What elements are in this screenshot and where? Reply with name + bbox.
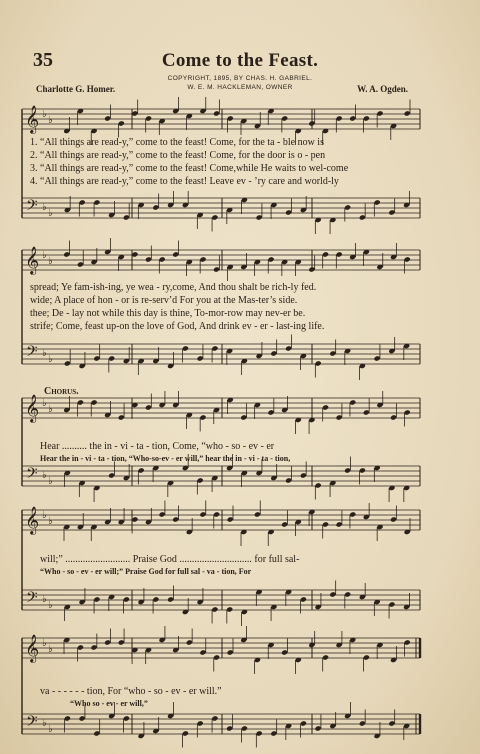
copyright-line-2: W. E. M. HACKLEMAN, OWNER [187,84,293,91]
flat-icon: ♭ [42,109,47,120]
flat-icon: ♭ [48,354,53,365]
treble-clef-icon: 𝄞 [25,634,40,662]
bass-clef-icon: 𝄢 [26,589,38,610]
verse-4-line-1: 4. “All things are read-y,” come to the feast! Leave ev - ’ry care and world-ly [30,176,339,187]
flat-icon: ♭ [42,594,47,605]
bass-staff [22,344,420,364]
treble-clef-icon: 𝄞 [25,394,40,422]
chorus-bass-lyric-3: “Who so - ev - er will,” [70,699,148,708]
verse-4-line-2: strife; Come, feast up-on the love of God, And drink ev - er - last-ing life. [30,321,325,332]
chorus-bass-lyric-2: “Who - so - ev - er will;” Praise God for full sal - va - tion, For [40,567,252,576]
treble-staff [22,250,420,270]
flat-icon: ♭ [48,256,53,267]
flat-icon: ♭ [42,348,47,359]
verse-1-line-2: spread; Ye fam-ish-ing, ye wea - ry,come, And thou shalt be rich-ly fed. [30,282,317,293]
verse-3-line-2: thee; De - lay not while this day is thine, To-mor-row may nev-er be. [30,308,306,319]
flat-icon: ♭ [48,600,53,611]
flat-icon: ♭ [42,470,47,481]
verse-2-line-1: 2. “All things are read-y,” come to the feast! Come, for the door is o - pen [30,150,326,161]
flat-icon: ♭ [42,638,47,649]
flat-icon: ♭ [42,398,47,409]
flat-icon: ♭ [42,250,47,261]
verse-3-line-1: 3. “All things are read-y,” come to the feast! Come,while He waits to wel-come [30,163,349,174]
hymn-title: Come to the Feast. [161,50,319,71]
bass-clef-icon: 𝄢 [26,465,38,486]
bass-clef-icon: 𝄢 [26,343,38,364]
flat-icon: ♭ [48,724,53,735]
treble-clef-icon: 𝄞 [25,105,40,133]
chorus-soprano-lyric-3: va - - - - - - tion, For “who - so - ev - er will.” [40,686,222,697]
treble-clef-icon: 𝄞 [25,506,40,534]
flat-icon: ♭ [42,718,47,729]
flat-icon: ♭ [42,202,47,213]
chorus-label: Chorus. [44,386,79,397]
chorus-soprano-lyric-1: Hear .......... the in - vi - ta - tion, Come, “who - so - ev - er [40,441,275,452]
bass-clef-icon: 𝄢 [26,197,38,218]
flat-icon: ♭ [42,510,47,521]
bass-clef-icon: 𝄢 [26,713,38,734]
flat-icon: ♭ [48,404,53,415]
verse-2-line-2: wide; A place of hon - or is re-serv’d For you at the Mas-ter’s side. [30,295,298,306]
flat-icon: ♭ [48,208,53,219]
flat-icon: ♭ [48,115,53,126]
composer-credit: W. A. Ogden. [357,84,408,94]
hymn-number: 35 [33,49,53,71]
chorus-bass-lyric-1: Hear the in - vi - ta - tion, “Who-so-ev - er will,” hear the in - vi - ta - tion, [40,454,291,463]
flat-icon: ♭ [48,476,53,487]
chorus-soprano-lyric-2: will;” .......................... Praise God ............................. for full sal- [40,554,300,565]
lyricist-credit: Charlotte G. Homer. [36,84,116,94]
treble-clef-icon: 𝄞 [25,246,40,274]
verse-1-line-1: 1. “All things are read-y,” come to the feast! Come, for the ta - ble now is [30,137,324,148]
flat-icon: ♭ [48,516,53,527]
flat-icon: ♭ [48,644,53,655]
copyright-line-1: COPYRIGHT, 1895, BY CHAS. H. GABRIEL. [167,75,313,82]
